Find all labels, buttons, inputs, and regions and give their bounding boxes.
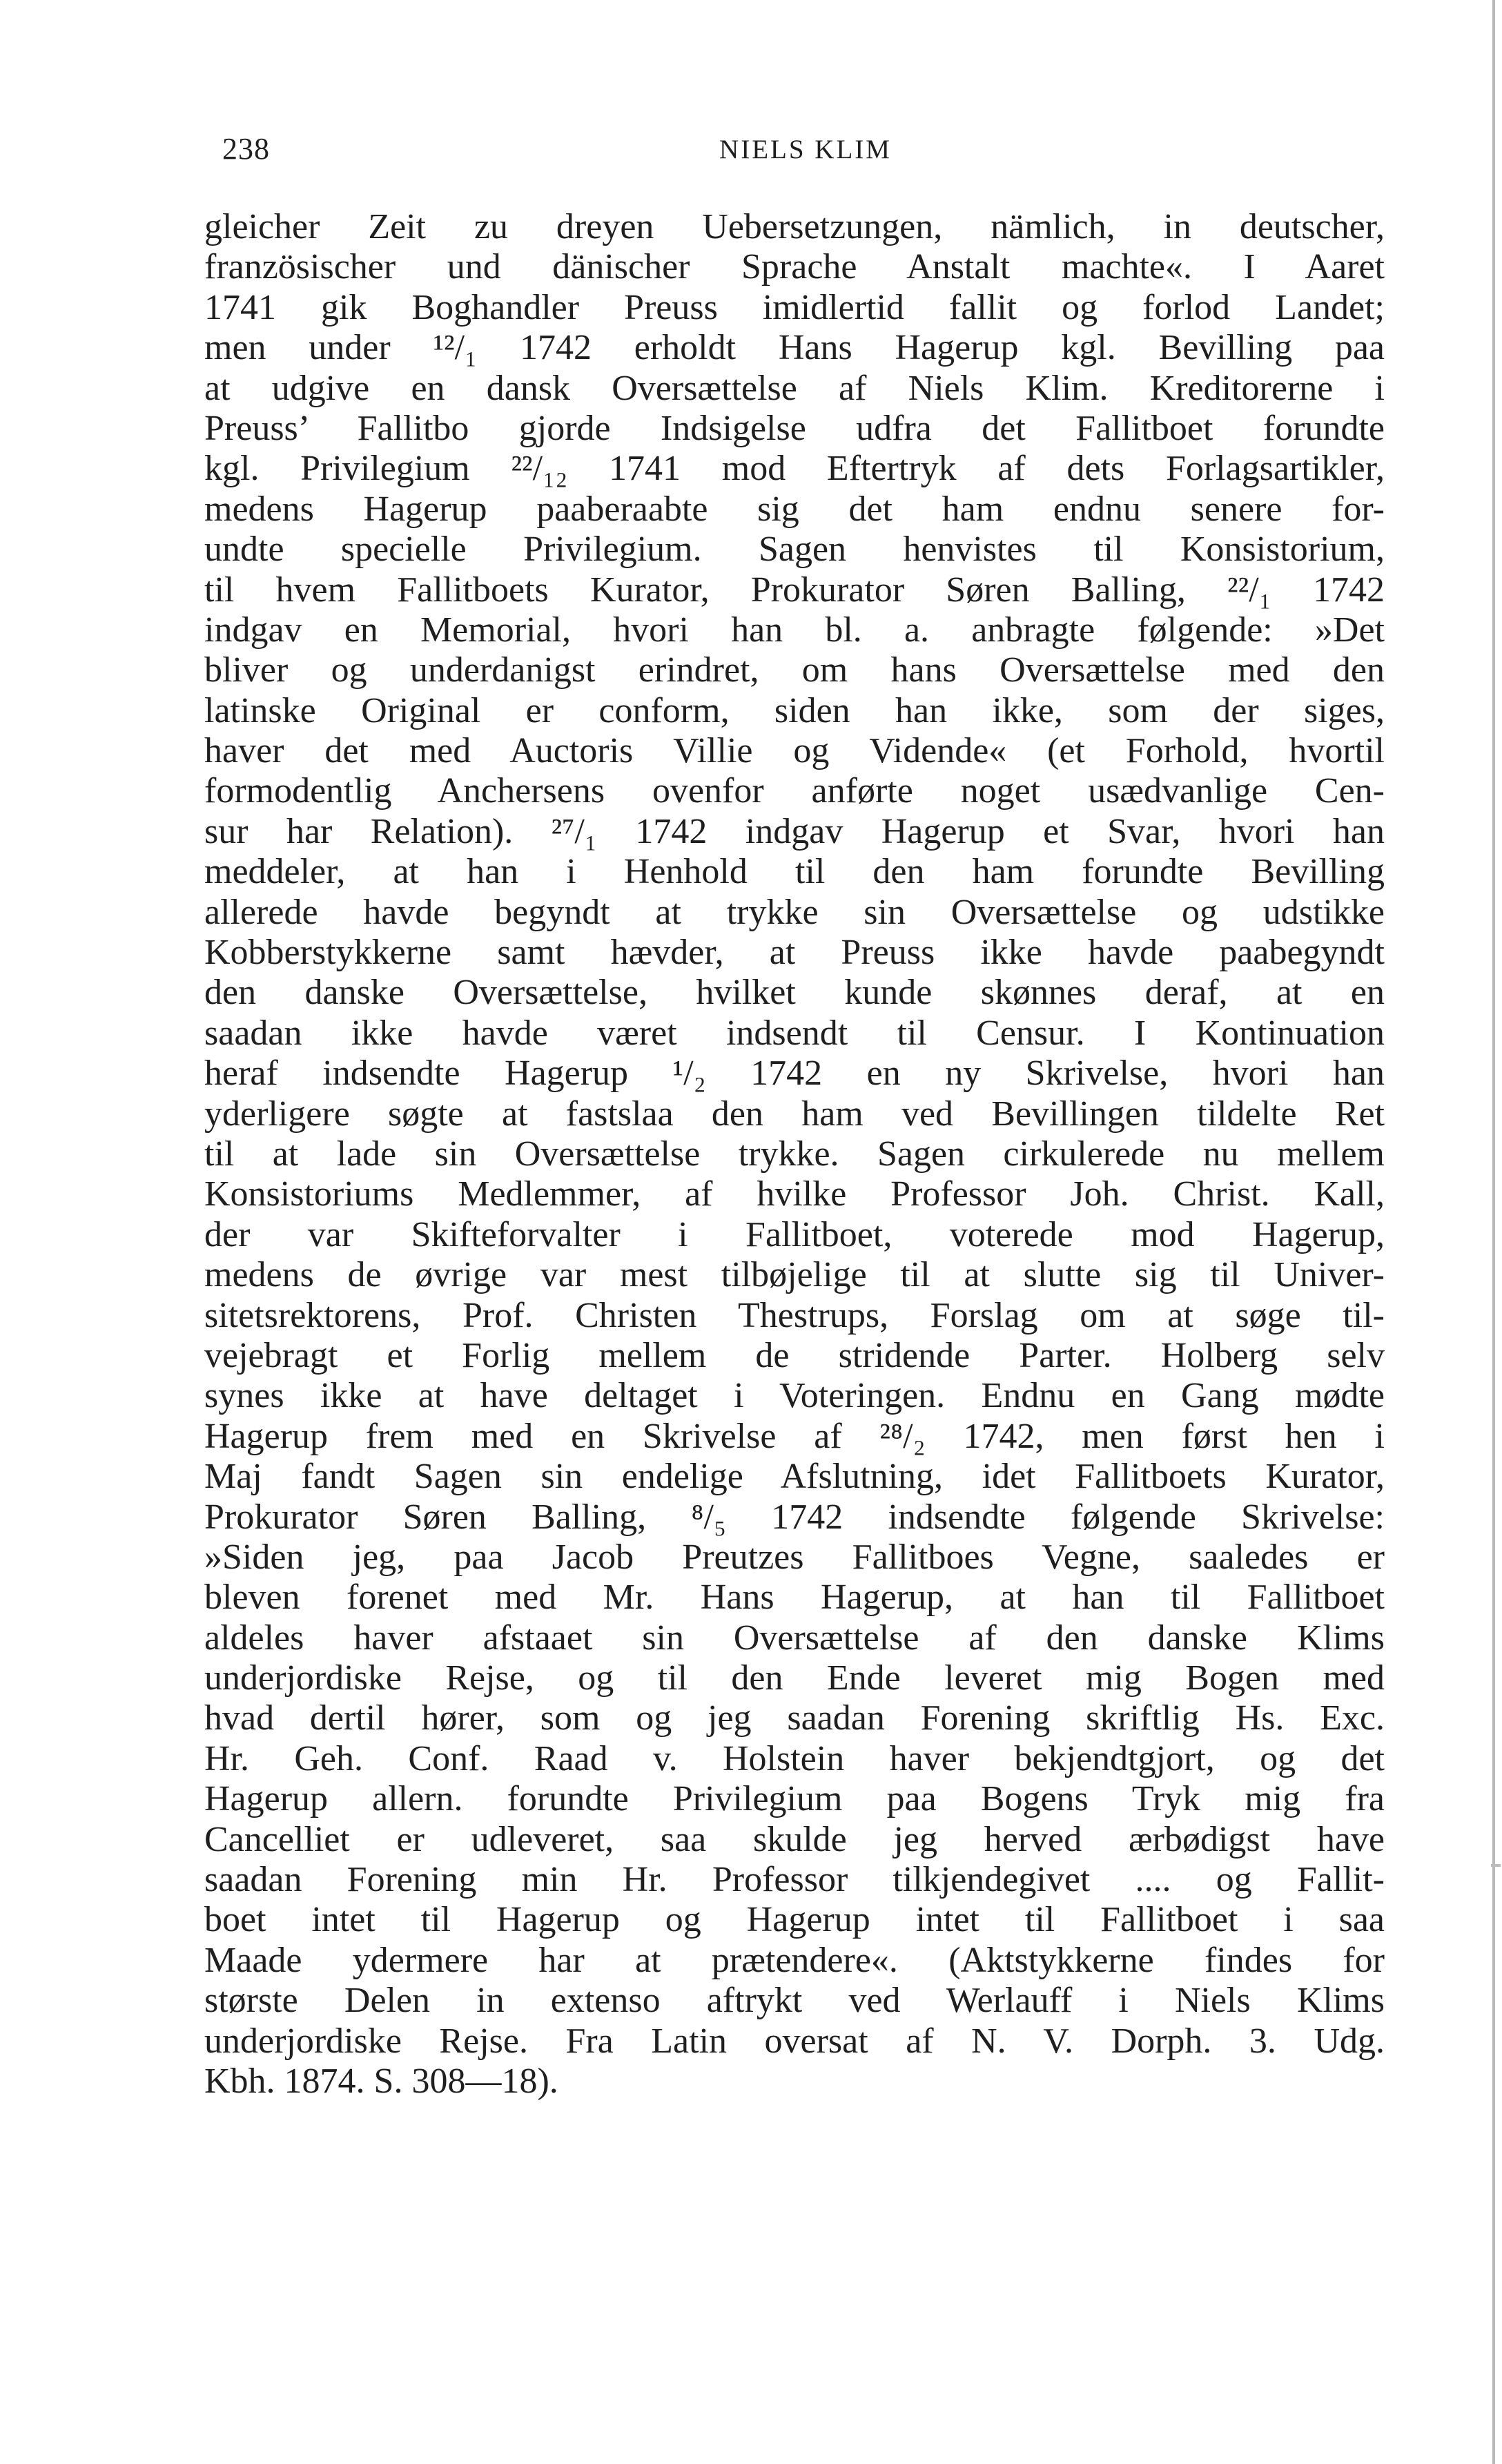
text-line: sur har Relation). ²⁷/₁ 1742 indgav Hagerup et Svar, hvori han (204, 811, 1385, 851)
text-line: bliver og underdanigst erindret, om hans Oversættelse med den (204, 650, 1385, 690)
text-line: gleicher Zeit zu dreyen Uebersetzungen, nämlich, in deutscher, (204, 207, 1385, 246)
text-line: heraf indsendte Hagerup ¹/₂ 1742 en ny Skrivelse, hvori han (204, 1054, 1385, 1094)
text-line: medens Hagerup paaberaabte sig det ham endnu senere for- (204, 489, 1385, 529)
page-number: 238 (222, 132, 270, 166)
text-line: saadan ikke havde været indsendt til Censur. I Kontinuation (204, 1013, 1385, 1053)
page-edge-line (1492, 0, 1495, 2464)
text-line: men under ¹²/₁ 1742 erholdt Hans Hagerup kgl. Bevilling paa (204, 328, 1385, 368)
page-edge-tick (1491, 1864, 1501, 1867)
text-line: hvad dertil hører, som og jeg saadan Forening skriftlig Hs. Exc. (204, 1698, 1385, 1738)
text-line: Kbh. 1874. S. 308—18). (204, 2061, 558, 2101)
text-line: underjordiske Rejse, og til den Ende leveret mig Bogen med (204, 1658, 1385, 1698)
text-line: største Delen in extenso aftrykt ved Werlauff i Niels Klims (204, 1981, 1385, 2021)
text-line: at udgive en dansk Oversættelse af Niels Klim. Kreditorerne i (204, 368, 1385, 408)
text-line: formodentlig Anchersens ovenfor anførte noget usædvanlige Cen- (204, 771, 1385, 811)
text-line: til at lade sin Oversættelse trykke. Sagen cirkulerede nu mellem (204, 1134, 1385, 1174)
text-line: Cancelliet er udleveret, saa skulde jeg herved ærbødigst have (204, 1819, 1385, 1859)
text-line: Maade ydermere har at prætendere«. (Aktstykkerne findes for (204, 1940, 1385, 1980)
text-line: til hvem Fallitboets Kurator, Prokurator Søren Balling, ²²/₁ 1742 (204, 570, 1385, 610)
text-line: bleven forenet med Mr. Hans Hagerup, at han til Fallitboet (204, 1578, 1385, 1618)
text-line: »Siden jeg, paa Jacob Preutzes Fallitboes Vegne, saaledes er (204, 1537, 1385, 1577)
text-line: kgl. Privilegium ²²/₁₂ 1741 mod Eftertryk af dets Forlagsartikler, (204, 449, 1385, 489)
text-line: haver det med Auctoris Villie og Vidende« (et Forhold, hvortil (204, 731, 1385, 771)
text-line: Prokurator Søren Balling, ⁸/₅ 1742 indsendte følgende Skrivelse: (204, 1497, 1385, 1537)
text-line: undte specielle Privilegium. Sagen henvistes til Konsistorium, (204, 530, 1385, 570)
text-line: meddeler, at han i Henhold til den ham forundte Bevilling (204, 852, 1385, 892)
text-line: latinske Original er conform, siden han ikke, som der siges, (204, 690, 1385, 730)
text-line: den danske Oversættelse, hvilket kunde skønnes deraf, at en (204, 973, 1385, 1013)
text-line: boet intet til Hagerup og Hagerup intet til Fallitboet i saa (204, 1900, 1385, 1940)
text-line: Maj fandt Sagen sin endelige Afslutning, idet Fallitboets Kurator, (204, 1457, 1385, 1497)
text-line: Konsistoriums Medlemmer, af hvilke Professor Joh. Christ. Kall, (204, 1174, 1385, 1214)
text-line: vejebragt et Forlig mellem de stridende Parter. Holberg selv (204, 1335, 1385, 1375)
text-line: medens de øvrige var mest tilbøjelige til at slutte sig til Univer- (204, 1255, 1385, 1295)
text-line: Hr. Geh. Conf. Raad v. Holstein haver bekjendtgjort, og det (204, 1738, 1385, 1778)
text-line: allerede havde begyndt at trykke sin Oversættelse og udstikke (204, 892, 1385, 932)
text-line: aldeles haver afstaaet sin Oversættelse af den danske Klims (204, 1618, 1385, 1658)
text-line: sitetsrektorens, Prof. Christen Thestrups, Forslag om at søge til- (204, 1295, 1385, 1335)
text-line: saadan Forening min Hr. Professor tilkjendegivet .... og Fallit- (204, 1860, 1385, 1900)
text-line: synes ikke at have deltaget i Voteringen. Endnu en Gang mødte (204, 1376, 1385, 1416)
text-line: französischer und dänischer Sprache Anstalt machte«. I Aaret (204, 247, 1385, 287)
text-line: underjordiske Rejse. Fra Latin oversat af N. V. Dorph. 3. Udg. (204, 2021, 1385, 2061)
text-line: 1741 gik Boghandler Preuss imidlertid fallit og forlod Landet; (204, 287, 1385, 327)
text-line: der var Skifteforvalter i Fallitboet, voterede mod Hagerup, (204, 1214, 1385, 1254)
text-line: Kobberstykkerne samt hævder, at Preuss ikke havde paabegyndt (204, 933, 1385, 973)
running-title: NIELS KLIM (719, 135, 892, 164)
text-line: yderligere søgte at fastslaa den ham ved Bevillingen tildelte Ret (204, 1094, 1385, 1134)
body-text (204, 207, 1385, 2102)
running-head (222, 131, 1389, 180)
text-line: Hagerup allern. forundte Privilegium paa Bogens Tryk mig fra (204, 1779, 1385, 1819)
text-line: indgav en Memorial, hvori han bl. a. anbragte følgende: »Det (204, 610, 1385, 650)
text-line: Hagerup frem med en Skrivelse af ²⁸/₂ 1742, men først hen i (204, 1416, 1385, 1456)
text-line: Preuss’ Fallitbo gjorde Indsigelse udfra det Fallitboet forundte (204, 408, 1385, 448)
